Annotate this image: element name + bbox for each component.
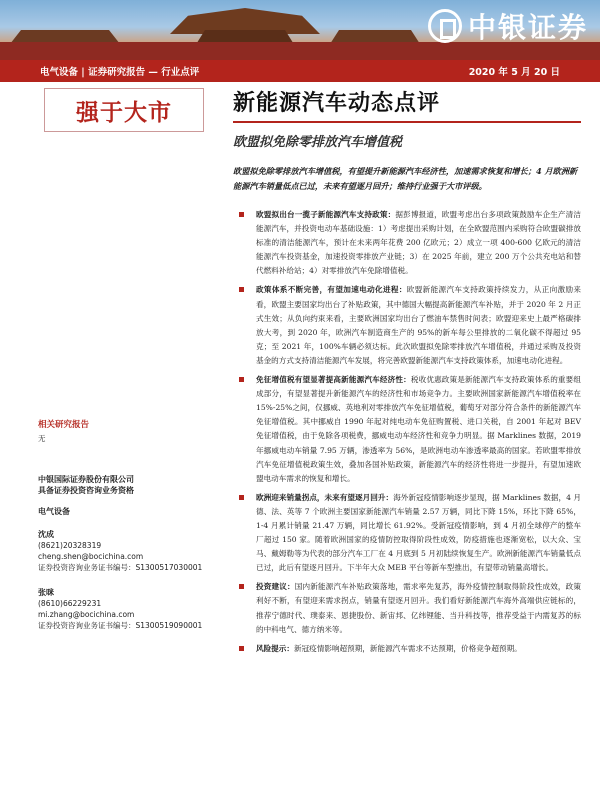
analyst-block: [38, 587, 218, 631]
analyst-cert: 证券投资咨询业务证书编号：S1300519090001: [38, 621, 203, 630]
bullet-list: [233, 208, 581, 661]
bullet-item: [233, 283, 581, 368]
company-qualification: 具备证券投资咨询业务资格: [38, 486, 134, 495]
analyst-phone: (8621)20328319: [38, 541, 102, 550]
report-date: 2020 年 5 月 20 日: [468, 67, 560, 78]
bullet-heading: 欧洲迎来销量拐点，未来有望逐月回升：: [256, 492, 394, 502]
boc-logo-icon: [428, 9, 462, 43]
header-banner: [0, 0, 600, 60]
bullet-heading: 政策体系不断完善，有望加速电动化进程：: [256, 285, 407, 295]
bullet-text: 税收优惠政策是新能源汽车支持政策体系的重要组成部分，有望显著提升新能源汽车的经济性和市场竞争力。主要欧洲国家新能源汽车增值税率在 15%-25%之间，仅挪威、英地利对零排放汽车免征增值税，葡萄牙对部分符合条件的新能源汽车免征增值税。其中挪威自 1990 年起对纯电动车免征购置税、进口关税，自 2001 年起对 BEV 免征增值税，由于免除各项税费，挪威电动车经济性和竞争力明显。据 Marklines 数据，2019 年挪威电动车销量 7.95 万辆，渗透率为 56%，是欧洲电动车渗透率最高的国家。若欧盟零排放汽车免征增值税政策生效，叠加各国补贴政策，新能源汽车的经济性将进一步提升，有望加速欧盟电动车需求的恢复和增长。: [256, 375, 582, 483]
bullet-marker-icon: [239, 495, 244, 500]
brand-logo: [428, 6, 588, 46]
bullet-heading: 免征增值税有望显著提高新能源汽车经济性：: [256, 375, 411, 385]
bullet-text: 国内新能源汽车补贴政策落地，需求率先复苏，海外疫情控制取得阶段性成效，政策利好不断，有望迎来需求拐点，销量有望逐月回升。我们看好新能源汽车海外高端供应链标的，推荐宁德时代、璞泰来、恩捷股份、新宙邦、亿纬锂能、当升科技等，推荐受益于内需复苏的标的中科电气、德方纳米等。: [256, 582, 582, 634]
analyst-name: 沈成: [38, 530, 54, 539]
analyst-block: [38, 529, 218, 573]
main-header: [233, 86, 581, 194]
bullet-heading: 投资建议：: [256, 582, 295, 592]
bullet-text: 新冠疫情影响超预期，新能源汽车需求不达预期，价格竞争超预期。: [293, 643, 522, 653]
abstract: 欧盟拟免除零排放汽车增值税，有望提升新能源汽车经济性，加速需求恢复和增长；4 月欧洲新能源汽车销量低点已过，未来有望逐月回升；维持行业强于大市评级。: [233, 166, 578, 191]
bullet-item: [233, 642, 581, 656]
bullet-marker-icon: [239, 287, 244, 292]
bullet-heading: 风险提示：: [256, 643, 294, 653]
logo-text: 中银证券: [467, 11, 588, 44]
report-category: 电气设备 | 证券研究报告 — 行业点评: [40, 67, 200, 78]
bullet-marker-icon: [239, 212, 244, 217]
bullet-heading: 欧盟拟出台一揽子新能源汽车支持政策：: [256, 210, 396, 219]
category-strip: [0, 60, 600, 82]
analyst-cert: 证券投资咨询业务证书编号：S1300517030001: [38, 563, 203, 572]
bullet-marker-icon: [239, 646, 244, 651]
industry-rating: 强于大市: [76, 98, 172, 126]
bullet-item: [233, 208, 581, 278]
analyst-email[interactable]: mi.zhang@bocichina.com: [38, 610, 135, 619]
company-name: 中银国际证券股份有限公司: [38, 475, 134, 484]
sector-label: 电气设备: [38, 507, 70, 516]
bullet-item: [233, 373, 581, 486]
bullet-marker-icon: [239, 584, 244, 589]
related-reports-value: 无: [38, 434, 46, 443]
bullet-text: 据彭博报道，欧盟考虑出台多项政策鼓励车企生产清洁能源汽车，并投资电动车基础设施：1）考虑提出采购计划，在全欧盟范围内采购符合欧盟碳排放标准的清洁能源汽车，预计在未来两年花费 200 亿欧元；2）成立一项 400-600 亿欧元的清洁能源汽车投资基金，加速投资零排放产业链；3）在 2025 年前，建立 200 万个公共充电站和替代燃料补给站；4）对零排放汽车免除增值税。: [256, 210, 582, 276]
bullet-item: [233, 491, 581, 576]
related-reports-heading: 相关研究报告: [38, 420, 90, 430]
analyst-email[interactable]: cheng.shen@bocichina.com: [38, 552, 144, 561]
bullet-item: [233, 580, 581, 636]
page-subtitle: 欧盟拟免除零排放汽车增值税: [233, 135, 403, 150]
bullet-text: 欧盟新能源汽车支持政策持续发力，从正向激励来看，欧盟主要国家均出台了补贴政策，其中德国大幅提高新能源汽车补贴，并于 2020 年 2 月正式生效；从负向约束来看，主要欧洲国家均出台了燃油车禁售时间表；欧盟迎来史上最严格碳排放大考，到 2020 年，欧洲汽车制造商生产的 95%的新车每公里排放的二氧化碳不得超过 95 克；至 2021 年，100%车辆必须达标。此次欧盟拟免除零排放汽车增值税，并通过采购及投资基金的方式支持清洁能源汽车发展，将完善欧盟新能源汽车支持政策体系，加速电动化进程。: [256, 285, 581, 365]
analyst-name: 张咪: [38, 588, 54, 597]
bullet-marker-icon: [239, 377, 244, 382]
bullet-text: 海外新冠疫情影响逐步显现，据 Marklines 数据，4 月德、法、英等 7 个欧洲主要国家新能源汽车销量 2.57 万辆，同比下降 15%，环比下降 65%，1-4 月累计销量 21.47 万辆，同比增长 61.92%。受新冠疫情影响，到 4 月初全球停产的整车厂超过 150 家。随着欧洲国家的疫情防控取得阶段性成效，防疫措施也逐渐宽松，以大众、宝马、戴姆勒等为代表的部分汽车工厂在 4 月底到 5 月初陆续恢复生产。欧洲新能源汽车销量低点已过，此后有望逐月回升。下半年大众 MEB 平台等新车型推出，有望带动销量高增长。: [256, 492, 582, 573]
rating-box: [44, 88, 204, 132]
page-title: 新能源汽车动态点评: [233, 86, 581, 123]
sidebar: [38, 420, 218, 631]
analyst-phone: (8610)66229231: [38, 599, 102, 608]
